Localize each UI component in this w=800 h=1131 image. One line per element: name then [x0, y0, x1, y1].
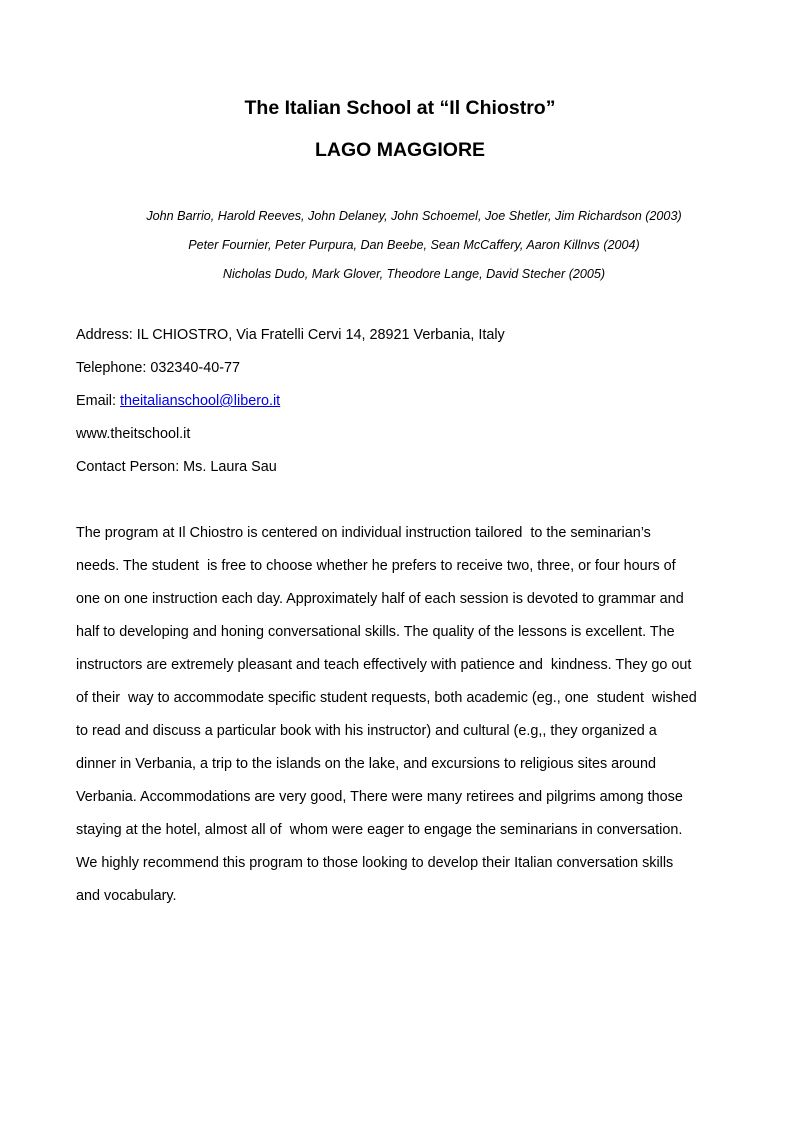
- telephone-line: Telephone: 032340-40-77: [76, 360, 241, 376]
- paragraph-line: instructors are extremely pleasant and teach effectively with patience and kindness. They go out: [76, 657, 692, 673]
- email-label: Email:: [76, 393, 120, 409]
- address-line: Address: IL CHIOSTRO, Via Fratelli Cervi 14, 28921 Verbania, Italy: [76, 327, 505, 343]
- paragraph-line: one on one instruction each day. Approximately half of each session is devoted to grammar and: [76, 591, 684, 607]
- description-paragraph: [76, 521, 736, 917]
- contact-info: [76, 323, 505, 488]
- paragraph-line: half to developing and honing conversational skills. The quality of the lessons is excellent. The: [76, 624, 675, 640]
- participants-2003: John Barrio, Harold Reeves, John Delaney, John Schoemel, Joe Shetler, Jim Richardson (2003): [146, 209, 682, 223]
- paragraph-line: dinner in Verbania, a trip to the islands on the lake, and excursions to religious sites around: [76, 756, 656, 772]
- contact-person-line: Contact Person: Ms. Laura Sau: [76, 459, 277, 475]
- page-title: The Italian School at “Il Chiostro”: [244, 97, 556, 119]
- participants-2005: Nicholas Dudo, Mark Glover, Theodore Lange, David Stecher (2005): [222, 267, 606, 281]
- paragraph-line: Verbania. Accommodations are very good, There were many retirees and pilgrims among those: [76, 789, 683, 805]
- email-link[interactable]: theitalianschool@libero.it: [119, 393, 281, 409]
- participants-list: [0, 204, 800, 291]
- website-line: www.theitschool.it: [76, 426, 191, 442]
- paragraph-line: needs. The student is free to choose whether he prefers to receive two, three, or four hours of: [76, 558, 676, 574]
- paragraph-line: and vocabulary.: [76, 888, 177, 904]
- paragraph-line: We highly recommend this program to those looking to develop their Italian conversation skills: [76, 855, 674, 871]
- page-subtitle: LAGO MAGGIORE: [314, 139, 486, 161]
- paragraph-line: to read and discuss a particular book with his instructor) and cultural (e.g,, they organized a: [76, 723, 657, 739]
- participants-2004: Peter Fournier, Peter Purpura, Dan Beebe, Sean McCaffery, Aaron Killnvs (2004): [188, 238, 640, 252]
- paragraph-line: staying at the hotel, almost all of whom were eager to engage the seminarians in conversation.: [76, 822, 683, 838]
- email-line: [76, 389, 505, 422]
- paragraph-line: of their way to accommodate specific student requests, both academic (eg., one student wished: [76, 690, 697, 706]
- paragraph-line: The program at Il Chiostro is centered on individual instruction tailored to the seminarian’s: [76, 525, 651, 541]
